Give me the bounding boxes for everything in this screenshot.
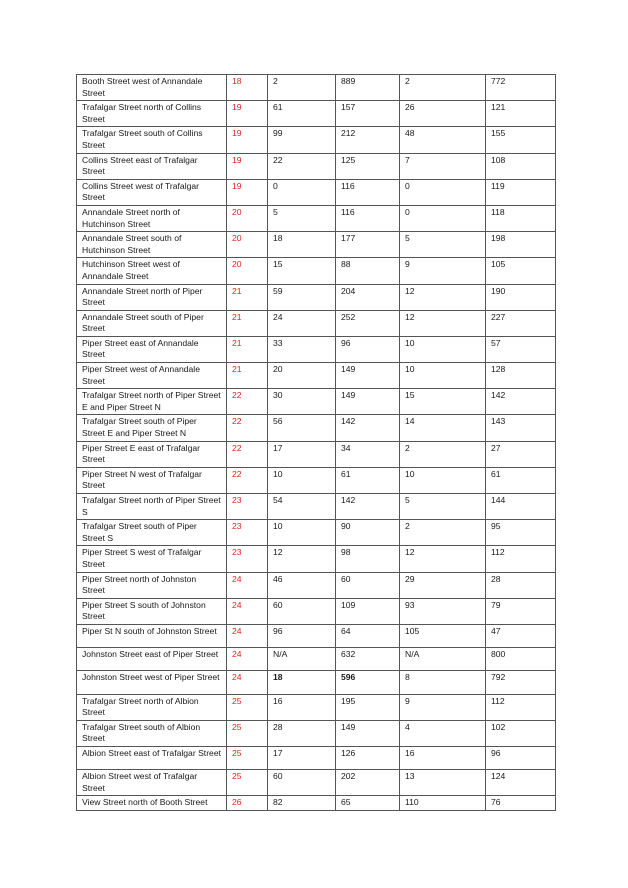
count-cell: 47: [486, 624, 556, 647]
count-cell: 5: [268, 205, 336, 231]
location-cell: Johnston Street east of Piper Street: [77, 648, 227, 671]
table-row: [77, 127, 556, 153]
count-cell: 212: [336, 127, 400, 153]
count-cell: 119: [486, 179, 556, 205]
location-cell: Albion Street west of Trafalgar Street: [77, 770, 227, 796]
site-number-cell: 25: [227, 720, 268, 746]
count-cell: 65: [336, 796, 400, 811]
count-cell: 5: [400, 494, 486, 520]
count-cell: 12: [400, 310, 486, 336]
count-cell: 28: [486, 572, 556, 598]
count-cell: 0: [400, 205, 486, 231]
count-cell: 27: [486, 441, 556, 467]
count-cell: 30: [268, 389, 336, 415]
count-cell: 95: [486, 520, 556, 546]
table-row: [77, 284, 556, 310]
count-cell: 144: [486, 494, 556, 520]
site-number-cell: 23: [227, 520, 268, 546]
location-cell: Collins Street east of Trafalgar Street: [77, 153, 227, 179]
count-cell: 61: [486, 467, 556, 493]
count-cell: 105: [486, 258, 556, 284]
table-row: [77, 179, 556, 205]
table-row: [77, 75, 556, 101]
table-row: [77, 598, 556, 624]
count-cell: 16: [268, 694, 336, 720]
table-row: [77, 720, 556, 746]
count-cell: 96: [268, 624, 336, 647]
count-cell: 0: [400, 179, 486, 205]
location-cell: Piper Street west of Annandale Street: [77, 363, 227, 389]
count-cell: 15: [268, 258, 336, 284]
count-cell: 112: [486, 694, 556, 720]
location-cell: Trafalgar Street north of Piper Street S: [77, 494, 227, 520]
count-cell: 4: [400, 720, 486, 746]
table-row: [77, 796, 556, 811]
location-cell: Booth Street west of Annandale Street: [77, 75, 227, 101]
count-cell: 54: [268, 494, 336, 520]
site-number-cell: 21: [227, 284, 268, 310]
location-cell: Johnston Street west of Piper Street: [77, 671, 227, 694]
table-row: [77, 572, 556, 598]
count-cell: 22: [268, 153, 336, 179]
count-cell: 18: [268, 232, 336, 258]
site-number-cell: 19: [227, 101, 268, 127]
count-cell: 9: [400, 258, 486, 284]
count-cell: 2: [400, 441, 486, 467]
location-cell: Trafalgar Street north of Collins Street: [77, 101, 227, 127]
count-cell: 632: [336, 648, 400, 671]
count-cell: 79: [486, 598, 556, 624]
count-cell: 96: [336, 336, 400, 362]
count-cell: 12: [268, 546, 336, 572]
count-cell: 2: [400, 75, 486, 101]
count-cell: 98: [336, 546, 400, 572]
count-cell: 889: [336, 75, 400, 101]
site-number-cell: 24: [227, 598, 268, 624]
count-cell: 12: [400, 284, 486, 310]
location-cell: Collins Street west of Trafalgar Street: [77, 179, 227, 205]
count-cell: 10: [268, 520, 336, 546]
count-cell: 142: [486, 389, 556, 415]
site-number-cell: 25: [227, 694, 268, 720]
location-cell: Piper St N south of Johnston Street: [77, 624, 227, 647]
count-cell: 149: [336, 389, 400, 415]
site-number-cell: 22: [227, 467, 268, 493]
site-number-cell: 24: [227, 648, 268, 671]
count-cell: 190: [486, 284, 556, 310]
count-cell: 116: [336, 179, 400, 205]
count-cell: 17: [268, 441, 336, 467]
location-cell: Hutchinson Street west of Annandale Street: [77, 258, 227, 284]
table-body: [77, 75, 556, 811]
location-cell: Annandale Street south of Piper Street: [77, 310, 227, 336]
count-cell: 93: [400, 598, 486, 624]
table-row: [77, 770, 556, 796]
count-cell: 82: [268, 796, 336, 811]
count-cell: 88: [336, 258, 400, 284]
document-page: [76, 74, 556, 811]
count-cell: 125: [336, 153, 400, 179]
count-cell: 198: [486, 232, 556, 258]
count-cell: 116: [336, 205, 400, 231]
count-cell: 596: [336, 671, 400, 694]
count-cell: 60: [336, 572, 400, 598]
count-cell: 9: [400, 694, 486, 720]
table-row: [77, 441, 556, 467]
table-row: [77, 546, 556, 572]
site-number-cell: 18: [227, 75, 268, 101]
count-cell: 149: [336, 720, 400, 746]
count-cell: 112: [486, 546, 556, 572]
count-cell: 34: [336, 441, 400, 467]
count-cell: 17: [268, 746, 336, 769]
table-row: [77, 694, 556, 720]
location-cell: Piper Street N west of Trafalgar Street: [77, 467, 227, 493]
site-number-cell: 23: [227, 546, 268, 572]
count-cell: 118: [486, 205, 556, 231]
count-cell: 10: [400, 467, 486, 493]
count-cell: 128: [486, 363, 556, 389]
count-cell: 142: [336, 415, 400, 441]
count-cell: 99: [268, 127, 336, 153]
count-cell: 142: [336, 494, 400, 520]
count-cell: 26: [400, 101, 486, 127]
site-number-cell: 19: [227, 127, 268, 153]
table-row: [77, 746, 556, 769]
count-cell: 48: [400, 127, 486, 153]
table-row: [77, 310, 556, 336]
location-cell: Piper Street E east of Trafalgar Street: [77, 441, 227, 467]
count-cell: 102: [486, 720, 556, 746]
count-cell: 252: [336, 310, 400, 336]
count-cell: 15: [400, 389, 486, 415]
site-number-cell: 19: [227, 179, 268, 205]
traffic-count-table: [76, 74, 556, 811]
site-number-cell: 21: [227, 363, 268, 389]
count-cell: 57: [486, 336, 556, 362]
count-cell: 64: [336, 624, 400, 647]
count-cell: 126: [336, 746, 400, 769]
count-cell: 143: [486, 415, 556, 441]
count-cell: 109: [336, 598, 400, 624]
table-row: [77, 363, 556, 389]
count-cell: 60: [268, 598, 336, 624]
count-cell: 18: [268, 671, 336, 694]
location-cell: View Street north of Booth Street: [77, 796, 227, 811]
location-cell: Albion Street east of Trafalgar Street: [77, 746, 227, 769]
table-row: [77, 153, 556, 179]
site-number-cell: 25: [227, 770, 268, 796]
location-cell: Piper Street north of Johnston Street: [77, 572, 227, 598]
table-row: [77, 205, 556, 231]
site-number-cell: 24: [227, 671, 268, 694]
site-number-cell: 21: [227, 310, 268, 336]
count-cell: 20: [268, 363, 336, 389]
count-cell: N/A: [268, 648, 336, 671]
count-cell: 76: [486, 796, 556, 811]
count-cell: 12: [400, 546, 486, 572]
table-row: [77, 415, 556, 441]
table-row: [77, 101, 556, 127]
location-cell: Piper Street S west of Trafalgar Street: [77, 546, 227, 572]
count-cell: 10: [268, 467, 336, 493]
site-number-cell: 25: [227, 746, 268, 769]
site-number-cell: 24: [227, 572, 268, 598]
count-cell: 155: [486, 127, 556, 153]
location-cell: Trafalgar Street south of Collins Street: [77, 127, 227, 153]
location-cell: Trafalgar Street south of Piper Street E and Piper Street N: [77, 415, 227, 441]
site-number-cell: 23: [227, 494, 268, 520]
table-row: [77, 671, 556, 694]
table-row: [77, 389, 556, 415]
table-row: [77, 494, 556, 520]
count-cell: 46: [268, 572, 336, 598]
site-number-cell: 20: [227, 205, 268, 231]
count-cell: 772: [486, 75, 556, 101]
location-cell: Trafalgar Street north of Piper Street E and Piper Street N: [77, 389, 227, 415]
table-row: [77, 232, 556, 258]
location-cell: Annandale Street north of Hutchinson Street: [77, 205, 227, 231]
location-cell: Trafalgar Street north of Albion Street: [77, 694, 227, 720]
site-number-cell: 26: [227, 796, 268, 811]
count-cell: 7: [400, 153, 486, 179]
table-row: [77, 467, 556, 493]
count-cell: 227: [486, 310, 556, 336]
location-cell: Trafalgar Street south of Albion Street: [77, 720, 227, 746]
site-number-cell: 22: [227, 441, 268, 467]
count-cell: 29: [400, 572, 486, 598]
count-cell: 800: [486, 648, 556, 671]
count-cell: 195: [336, 694, 400, 720]
count-cell: 96: [486, 746, 556, 769]
count-cell: 60: [268, 770, 336, 796]
count-cell: 61: [268, 101, 336, 127]
count-cell: 204: [336, 284, 400, 310]
site-number-cell: 22: [227, 389, 268, 415]
count-cell: 177: [336, 232, 400, 258]
count-cell: 33: [268, 336, 336, 362]
count-cell: 61: [336, 467, 400, 493]
count-cell: 792: [486, 671, 556, 694]
count-cell: 28: [268, 720, 336, 746]
count-cell: 2: [400, 520, 486, 546]
count-cell: 8: [400, 671, 486, 694]
count-cell: 0: [268, 179, 336, 205]
count-cell: 2: [268, 75, 336, 101]
location-cell: Trafalgar Street south of Piper Street S: [77, 520, 227, 546]
count-cell: 24: [268, 310, 336, 336]
count-cell: 10: [400, 363, 486, 389]
count-cell: 16: [400, 746, 486, 769]
count-cell: N/A: [400, 648, 486, 671]
count-cell: 202: [336, 770, 400, 796]
count-cell: 13: [400, 770, 486, 796]
count-cell: 110: [400, 796, 486, 811]
count-cell: 108: [486, 153, 556, 179]
site-number-cell: 20: [227, 258, 268, 284]
site-number-cell: 21: [227, 336, 268, 362]
count-cell: 124: [486, 770, 556, 796]
count-cell: 149: [336, 363, 400, 389]
location-cell: Piper Street S south of Johnston Street: [77, 598, 227, 624]
count-cell: 10: [400, 336, 486, 362]
location-cell: Annandale Street north of Piper Street: [77, 284, 227, 310]
table-row: [77, 336, 556, 362]
site-number-cell: 20: [227, 232, 268, 258]
table-row: [77, 520, 556, 546]
count-cell: 121: [486, 101, 556, 127]
count-cell: 105: [400, 624, 486, 647]
count-cell: 5: [400, 232, 486, 258]
site-number-cell: 22: [227, 415, 268, 441]
count-cell: 56: [268, 415, 336, 441]
site-number-cell: 24: [227, 624, 268, 647]
count-cell: 90: [336, 520, 400, 546]
table-row: [77, 258, 556, 284]
count-cell: 59: [268, 284, 336, 310]
count-cell: 157: [336, 101, 400, 127]
table-row: [77, 624, 556, 647]
count-cell: 14: [400, 415, 486, 441]
site-number-cell: 19: [227, 153, 268, 179]
location-cell: Annandale Street south of Hutchinson Street: [77, 232, 227, 258]
location-cell: Piper Street east of Annandale Street: [77, 336, 227, 362]
table-row: [77, 648, 556, 671]
